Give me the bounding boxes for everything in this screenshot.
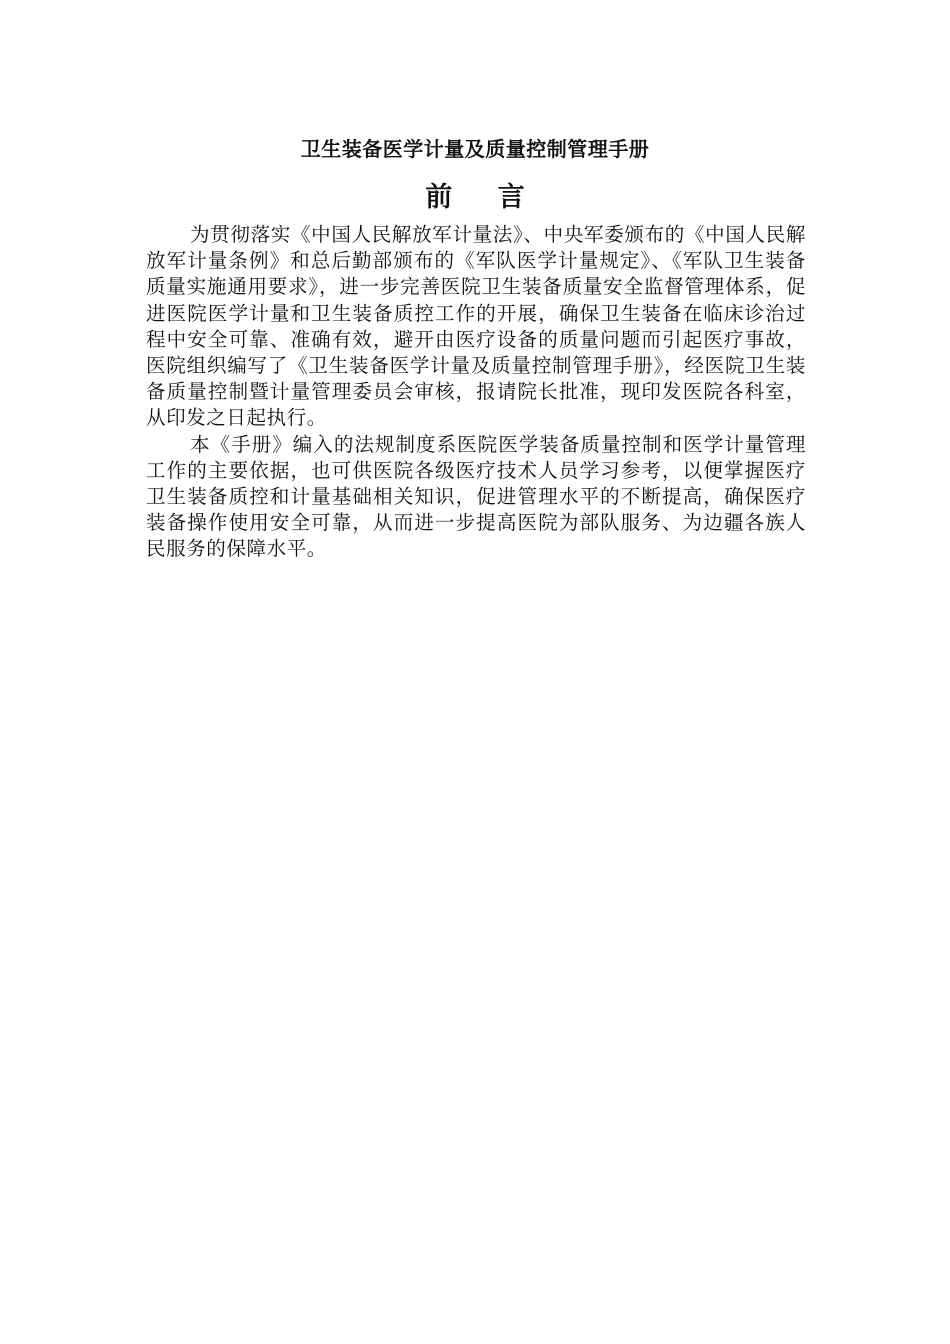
preface-body [146, 222, 806, 563]
preface-paragraph-2: 本《手册》编入的法规制度系医院医学装备质量控制和医学计量管理工作的主要依据，也可供医院各级医疗技术人员学习参考，以便掌握医疗卫生装备质控和计量基础相关知识，促进管理水平的不断提高，确保医疗装备操作使用安全可靠，从而进一步提高医院为部队服务、为边疆各族人民服务的保障水平。 [146, 432, 806, 561]
preface-paragraph-1: 为贯彻落实《中国人民解放军计量法》、中央军委颁布的《中国人民解放军计量条例》和总后勤部颁布的《军队医学计量规定》、《军队卫生装备质量实施通用要求》，进一步完善医院卫生装备质量安全监督管理体系，促进医院医学计量和卫生装备质控工作的开展，确保卫生装备在临床诊治过程中安全可靠、准确有效，避开由医疗设备的质量问题而引起医疗事故，医院组织编写了《卫生装备医学计量及质量控制管理手册》，经医院卫生装备质量控制暨计量管理委员会审核，报请院长批准，现印发医院各科室，从印发之日起执行。 [146, 223, 806, 430]
document-title: 卫生装备医学计量及质量控制管理手册 [300, 137, 650, 161]
preface-heading: 前 言 [425, 182, 543, 213]
